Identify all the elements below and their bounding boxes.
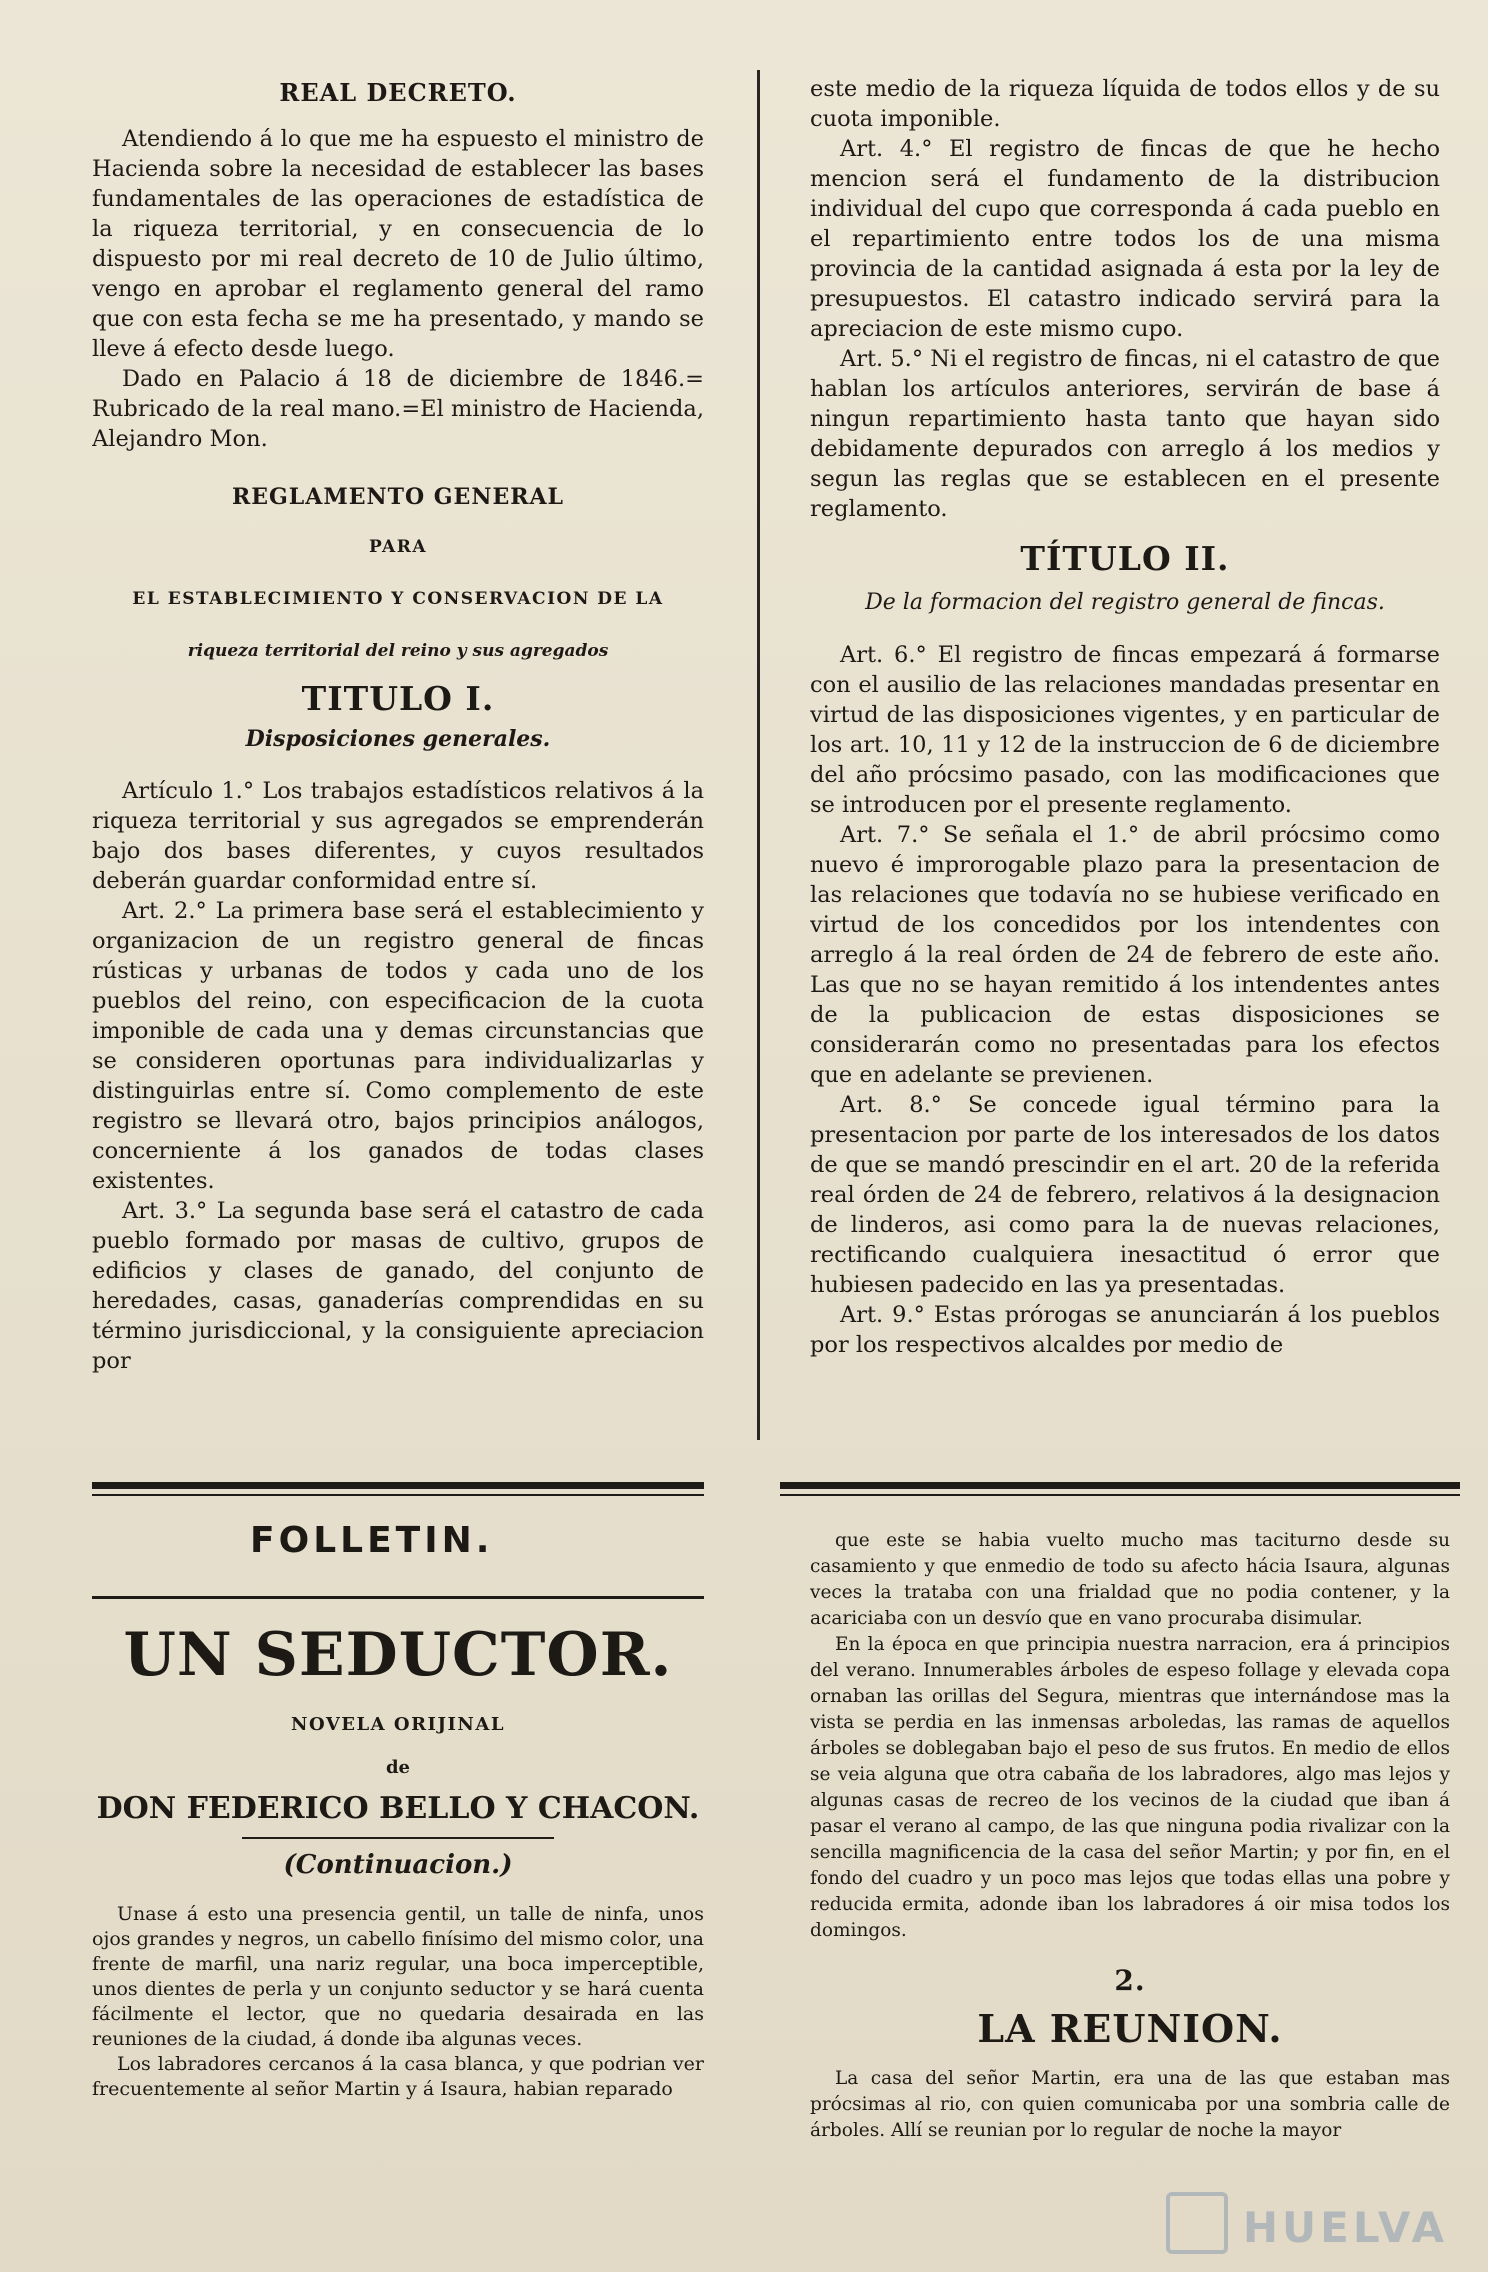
novel-paragraph: La casa del señor Martin, era una de las que estaban mas prócsimas al rio, con quien comunicaba por una sombria calle de árboles. Allí se reunian por lo regular de noche la mayor <box>810 2068 1450 2141</box>
author-rule <box>242 1837 554 1839</box>
folletin-right-column <box>810 1528 1450 2258</box>
section-rule-left <box>92 1482 704 1489</box>
folletin-rule <box>92 1596 704 1599</box>
right-column <box>810 74 1440 1454</box>
novel-by: de <box>385 1757 411 1778</box>
folletin-label: FOLLETIN. <box>250 1520 494 1561</box>
decree-signature: Dado en Palacio á 18 de diciembre de 1846.= Rubricado de la real mano.=El ministro de Hacienda, Alejandro Mon. <box>92 366 704 452</box>
novel-title: UN SEDUCTOR. <box>123 1620 673 1690</box>
chapter-number: 2. <box>1114 1964 1146 1997</box>
section-rule-left-thin <box>92 1494 704 1496</box>
titulo-1: TITULO I. <box>301 679 495 718</box>
archive-logo-icon <box>1166 2192 1228 2254</box>
novel-genre: NOVELA ORIJINAL <box>291 1714 505 1735</box>
article-1: Artículo 1.° Los trabajos estadísticos relativos á la riqueza territorial y sus agregados se emprenderán bajo dos bases diferentes, y cuyos resultados deberán guardar conformidad entre sí. <box>92 778 704 894</box>
article-6: Art. 6.° El registro de fincas empezará á formarse con el ausilio de las relaciones mandadas presentar en virtud de las disposiciones vigentes, y en particular de los art. 10, 11 y 12 de la instruccion de 6 de diciembre del año prócsimo pasado, con las modificaciones que se introducen por el presente reglamento. <box>810 642 1440 818</box>
column-divider <box>757 70 760 1440</box>
article-9: Art. 9.° Estas prórogas se anunciarán á los pueblos por los respectivos alcaldes por medio de <box>810 1302 1440 1358</box>
section-rule-right <box>780 1482 1460 1489</box>
archive-watermark: HUELVA <box>1242 2203 1448 2252</box>
article-5: Art. 5.° Ni el registro de fincas, ni el catastro de que hablan los artículos anteriores, servirán de base á ningun repartimiento hasta tanto que hayan sido debidamente depurados con arreglo á los medios y segun las reglas que se establecen en el presente reglamento. <box>810 346 1440 522</box>
folletin-left-column <box>92 1712 704 2252</box>
chapter-title: LA REUNION. <box>977 2006 1283 2051</box>
decree-paragraph: Atendiendo á lo que me ha espuesto el ministro de Hacienda sobre la necesidad de establecer las bases fundamentales de las operaciones de estadística de la riqueza territorial, y en consecuencia de lo dispuesto por mi real decreto de 10 de Julio último, vengo en aprobar el reglamento general del ramo que con esta fecha se me ha presentado, y mando se lleve á efecto desde luego. <box>92 126 704 362</box>
article-4: Art. 4.° El registro de fincas de que he hecho mencion será el fundamento de la distribucion individual del cupo que corresponda á cada pueblo en el repartimiento entre todos los de una misma provincia de la cantidad asignada á esta por la ley de presupuestos. El catastro indicado servirá para la apreciacion de este mismo cupo. <box>810 136 1440 342</box>
reglamento-subheading: EL ESTABLECIMIENTO Y CONSERVACION DE LA <box>132 589 664 609</box>
continuation-label: (Continuacion.) <box>283 1850 513 1880</box>
article-3-continuation: este medio de la riqueza líquida de todos ellos y de su cuota imponible. <box>810 76 1440 132</box>
reglamento-subheading-italic: riqueza territorial del reino y sus agregados <box>187 641 609 661</box>
article-3: Art. 3.° La segunda base será el catastro de cada pueblo formado por masas de cultivo, grupos de edificios y clases de ganado, del conjunto de heredades, casas, ganaderías comprendidas en su término jurisdiccional, y la consiguiente apreciacion por <box>92 1198 704 1374</box>
titulo-2-subtitle: De la formacion del registro general de fincas. <box>865 590 1385 615</box>
article-7: Art. 7.° Se señala el 1.° de abril prócsimo como nuevo é improrogable plazo para la presentacion de las relaciones que todavía no se hubiese verificado en virtud de los concedidos por los intendentes con arreglo á la real órden de 24 de febrero de este año. Las que no se hayan remitido á los intendentes antes de la publicacion de estas disposiciones se considerarán como no presentadas para los efectos que en adelante se previenen. <box>810 822 1440 1088</box>
novel-paragraph: que este se habia vuelto mucho mas taciturno desde su casamiento y que enmedio de todo su afecto hácia Isaura, algunas veces la trataba con una frialdad que no podia contener, y la acariciaba con un desvío que en vano procuraba disimular. <box>810 1530 1450 1629</box>
novel-paragraph: En la época en que principia nuestra narracion, era á principios del verano. Innumerables árboles de espeso follage y elevada copa ornaban las orillas del Segura, mientras que internándose mas la vista se perdia en las inmensas arboledas, las ramas de aquellos árboles se doblegaban bajo el peso de sus frutos. En medio de ellos se veia alguna que otra cabaña de los labradores, algo mas lejos y algunas casas de recreo de los vecinos de la ciudad que iban á pasar el verano al campo, de las que ninguna podia rivalizar con la sencilla magnificencia de la casa del señor Martin; y por fin, en el fondo del cuadro y un poco mas lejos que todas ellas una pobre y reducida ermita, adonde iban los labradores á oir misa todos los domingos. <box>810 1634 1450 1941</box>
section-rule-right-thin <box>780 1494 1460 1496</box>
novel-author: DON FEDERICO BELLO Y CHACON. <box>96 1791 700 1826</box>
titulo-2: TÍTULO II. <box>1020 539 1230 578</box>
left-column <box>92 78 704 1458</box>
article-2: Art. 2.° La primera base será el establecimiento y organizacion de un registro general de fincas rústicas y urbanas de todos y cada uno de los pueblos del reino, con especificacion de la cuota imponible de cada una y demas circunstancias que se consideren oportunas para individualizarlas y distinguirlas entre sí. Como complemento de este registro se llevará otro, bajos principios análogos, concerniente á los ganados de todas clases existentes. <box>92 898 704 1194</box>
novel-paragraph: Los labradores cercanos á la casa blanca, y que podrian ver frecuentemente al señor Martin y á Isaura, habian reparado <box>92 2053 704 2100</box>
reglamento-para: PARA <box>368 537 428 557</box>
article-8: Art. 8.° Se concede igual término para la presentacion por parte de los interesados de los datos de que se mandó prescindir en el art. 20 de la referida real órden de 24 de febrero, relativos á la designacion de linderos, asi como para la de nuevas relaciones, rectificando cualquiera inesactitud ó error que hubiesen padecido en las ya presentadas. <box>810 1092 1440 1298</box>
novel-paragraph: Unase á esto una presencia gentil, un talle de ninfa, unos ojos grandes y negros, un cabello finísimo del mismo color, una frente de marfil, una nariz regular, una boca imperceptible, unos dientes de perla y un conjunto seductor y se hará cuenta fácilmente el lector, que no quedaria desairada en las reuniones de la ciudad, á donde iba algunas veces. <box>92 1903 704 2050</box>
decree-title: REAL DECRETO. <box>279 78 517 107</box>
reglamento-heading: REGLAMENTO GENERAL <box>231 484 565 510</box>
titulo-1-subtitle: Disposiciones generales. <box>245 726 551 752</box>
